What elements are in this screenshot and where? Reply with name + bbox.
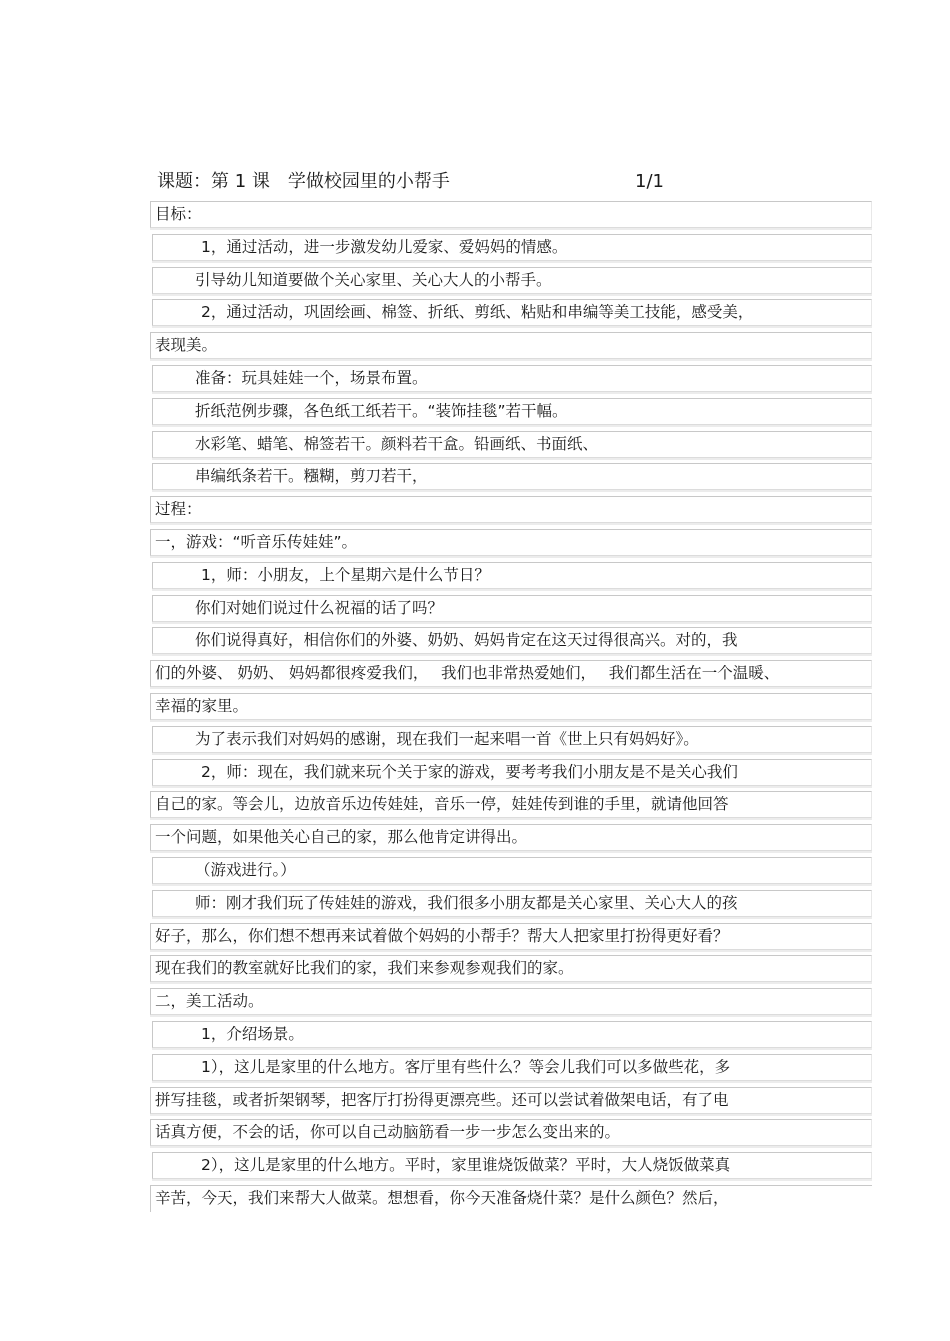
- text-line: 1，介绍场景。: [152, 1021, 872, 1048]
- text-line: 你们说得真好，相信你们的外婆、奶奶、妈妈肯定在这天过得很高兴。对的，我: [152, 627, 872, 654]
- text-line: 幸福的家里。: [150, 693, 872, 720]
- text-line: 串编纸条若干。糨糊，剪刀若干，: [152, 463, 872, 490]
- text-line: 引导幼儿知道要做个关心家里、关心大人的小帮手。: [152, 267, 872, 294]
- text-line: 好子，那么，你们想不想再来试着做个妈妈的小帮手？帮大人把家里打扮得更好看？: [150, 923, 872, 950]
- text-line: 话真方便，不会的话，你可以自己动脑筋看一步一步怎么变出来的。: [150, 1119, 872, 1146]
- text-line: 2，师：现在，我们就来玩个关于家的游戏，要考考我们小朋友是不是关心我们: [152, 759, 872, 786]
- text-line: 们的外婆、 奶奶、 妈妈都很疼爱我们， 我们也非常热爱她们， 我们都生活在一个温暖、: [150, 660, 872, 687]
- text-line: 1），这儿是家里的什么地方。客厅里有些什么？等会儿我们可以多做些花，多: [152, 1054, 872, 1081]
- text-line: 现在我们的教室就好比我们的家，我们来参观参观我们的家。: [150, 955, 872, 982]
- text-line: 为了表示我们对妈妈的感谢，现在我们一起来唱一首《世上只有妈妈好》。: [152, 726, 872, 753]
- text-line: 2），这儿是家里的什么地方。平时，家里谁烧饭做菜？平时，大人烧饭做菜真: [152, 1152, 872, 1179]
- text-line: 1，师：小朋友，上个星期六是什么节日？: [152, 562, 872, 589]
- text-line: 自己的家。等会儿，边放音乐边传娃娃，音乐一停，娃娃传到谁的手里，就请他回答: [150, 791, 872, 818]
- lesson-body: [152, 201, 872, 1218]
- text-line: 过程：: [150, 496, 872, 523]
- text-line: 一个问题，如果他关心自己的家，那么他肯定讲得出。: [150, 824, 872, 851]
- text-line: 拼写挂毯，或者折架钢琴，把客厅打扮得更漂亮些。还可以尝试着做架电话，有了电: [150, 1087, 872, 1114]
- text-line: 表现美。: [150, 332, 872, 359]
- text-line: 水彩笔、蜡笔、棉签若干。颜料若干盒。铅画纸、书面纸、: [152, 431, 872, 458]
- text-line: 二，美工活动。: [150, 988, 872, 1015]
- text-line: （游戏进行。）: [152, 857, 872, 884]
- page-indicator: 1/1: [635, 171, 664, 192]
- text-line: 一，游戏：“听音乐传娃娃”。: [150, 529, 872, 556]
- text-line: 折纸范例步骤，各色纸工纸若干。“装饰挂毯”若干幅。: [152, 398, 872, 425]
- text-line: 辛苦，今天，我们来帮大人做菜。想想看，你今天准备烧什菜？是什么颜色？然后，: [150, 1185, 872, 1212]
- text-line: 准备：玩具娃娃一个，场景布置。: [152, 365, 872, 392]
- text-line: 目标：: [150, 201, 872, 228]
- lesson-title-text: 课题：第 1 课 学做校园里的小帮手: [157, 171, 450, 192]
- lesson-title: [157, 167, 677, 197]
- text-line: 1，通过活动，进一步激发幼儿爱家、爱妈妈的情感。: [152, 234, 872, 261]
- text-line: 你们对她们说过什么祝福的话了吗？: [152, 595, 872, 622]
- text-line: 师：刚才我们玩了传娃娃的游戏，我们很多小朋友都是关心家里、关心大人的孩: [152, 890, 872, 917]
- text-line: 2，通过活动，巩固绘画、棉签、折纸、剪纸、粘贴和串编等美工技能，感受美，: [152, 299, 872, 326]
